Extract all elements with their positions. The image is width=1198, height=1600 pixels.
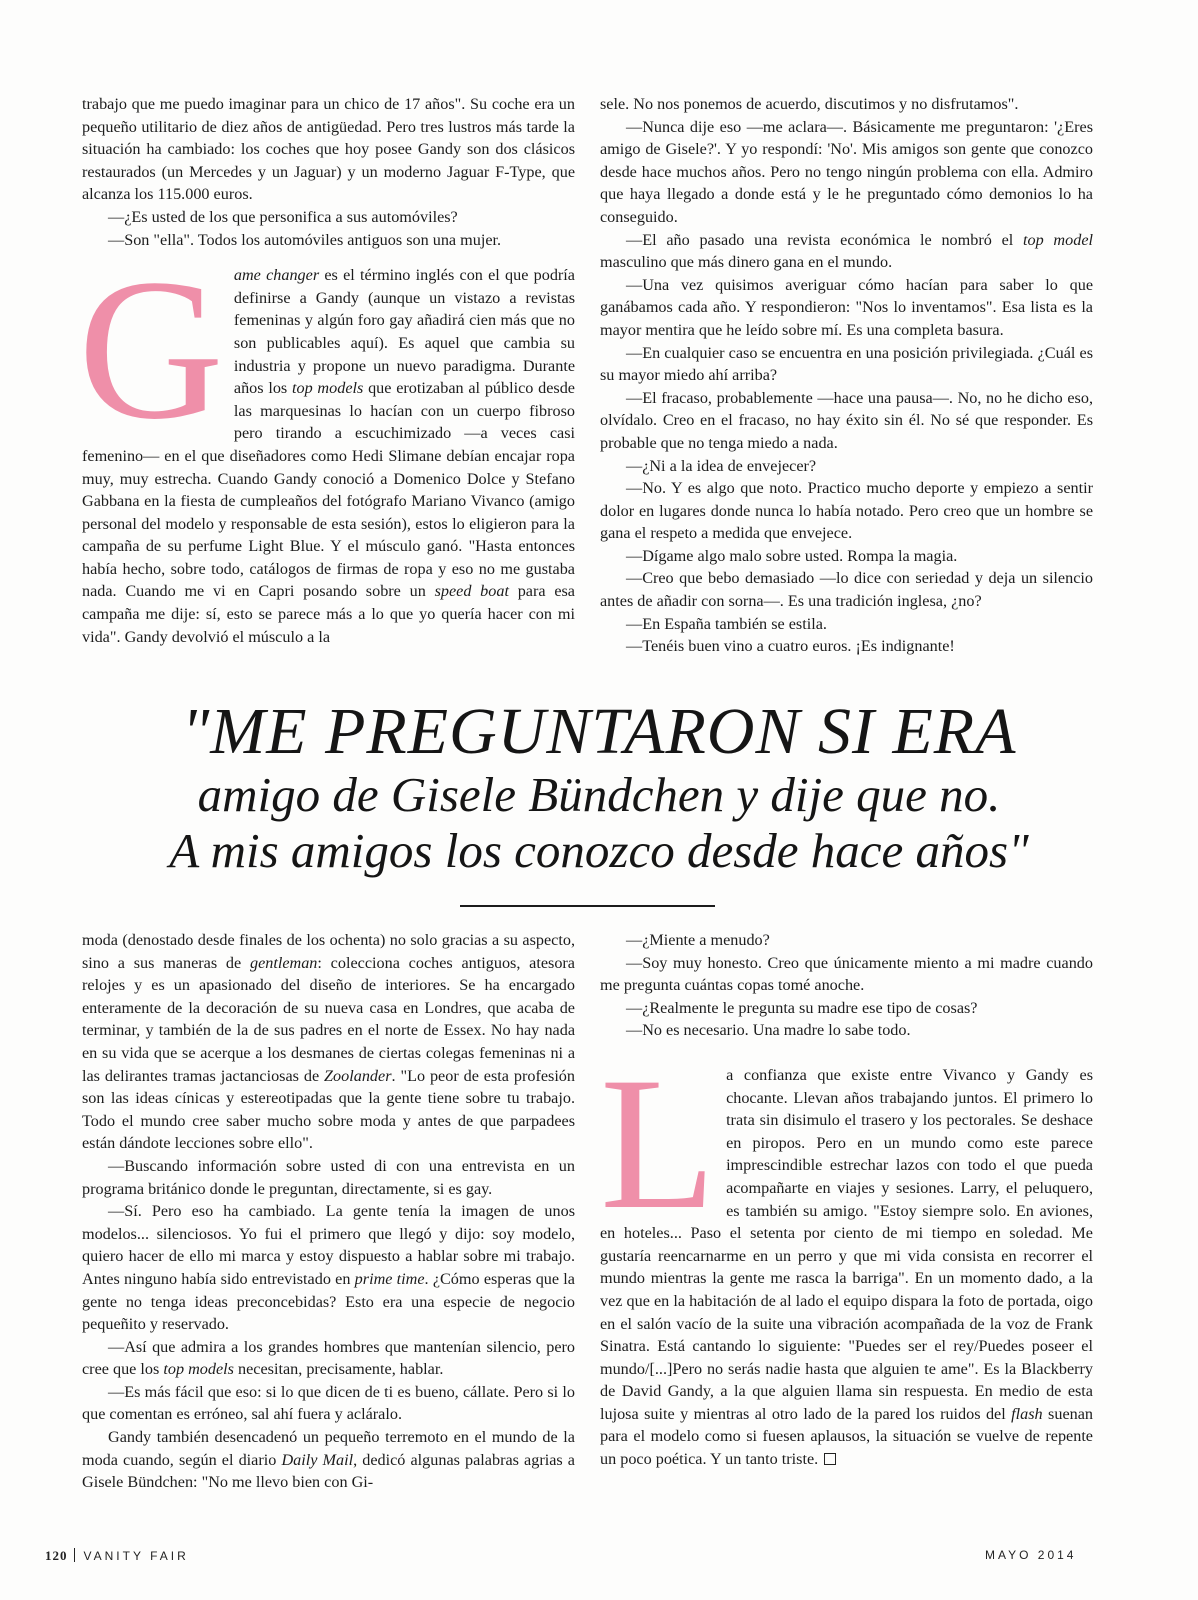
paragraph: —¿Es usted de los que personifica a sus automóviles?: [108, 207, 458, 226]
paragraph: —No es necesario. Una madre lo sabe todo.: [626, 1021, 911, 1040]
text-run: para esa campaña me dije: sí, esto se parece más a lo que yo quería hacer con mi vida". Gandy devolvió el músculo a la: [82, 582, 575, 646]
text-run: masculino que más dinero gana en el mundo.: [600, 253, 893, 272]
pull-quote-line-1: "ME PREGUNTARON SI ERA: [181, 695, 1017, 768]
text-run: —Sí. Pero eso ha cambiado. La gente tenía la imagen de unos modelos... silenciosos. Yo fui el primero que llegó y dijo: soy modelo, quiero hacer de ello mi marca y estoy dispuesto a hablar sobre mi trabajo. Antes ninguno había sido entrevistado en: [82, 1202, 575, 1288]
text-run: suenan para el modelo como si fuesen aplausos, la situación se vuelve de repente un poco poética. Y un tanto triste.: [600, 1404, 1094, 1469]
emphasis: gentleman: [249, 953, 318, 972]
text-run: . ¿Cómo esperas que la gente no tenga ideas preconcebidas? Esto era una especie de negocio pequeñito y reservado.: [82, 1269, 575, 1334]
dropcap-letter: L: [600, 1038, 717, 1249]
column-top-right: [600, 93, 1093, 658]
magazine-name: VANITY FAIR: [83, 1549, 189, 1563]
paragraph: [82, 929, 575, 1155]
paragraph: —Nunca dije eso —me aclara—. Básicamente me preguntaron: '¿Eres amigo de Gisele?'. Y yo respondí: 'No'. Mis amigos son gente que conozco desde hace muchos años. Pero no tengo ningún problema con ella. Admiro que haya llegado a donde está y le he preguntado cómo demonios lo ha conseguido.: [600, 117, 1093, 226]
pull-quote-line-2: amigo de Gisele Bündchen y dije que no.: [197, 767, 1001, 822]
text-run: . "Lo peor de esta profesión son las ideas cínicas y estereotipadas que la gente tiene sobre tu trabajo. Todo el mundo cree saber mucho sobre moda y antes de que parpadees están dándote lecciones sobre ello".: [82, 1066, 575, 1153]
end-of-article-mark: [824, 1453, 836, 1465]
emphasis: flash: [1011, 1404, 1043, 1423]
paragraph: —Una vez quisimos averiguar cómo hacían para saber lo que ganábamos cada año. Y respondieron: "Nos lo inventamos". Esa lista es la mayor mentira que he leído sobre mí. Es una completa basura.: [600, 275, 1093, 339]
paragraph: trabajo que me puedo imaginar para un chico de 17 años". Su coche era un pequeño utilitario de diez años de antigüedad. Pero tres lustros más tarde la situación ha cambiado: los coches que hoy posee Gandy son dos clásicos restaurados (un Mercedes y un Jaguar) y un moderno Jaguar F-Type, que alcanza los 115.000 euros.: [82, 95, 575, 204]
text-run: necesitan, precisamente, hablar.: [233, 1360, 444, 1379]
paragraph: —¿Miente a menudo?: [626, 931, 770, 949]
text-run: moda (denostado desde finales de los ochenta) no solo gracias a su aspecto, sino a sus maneras de: [82, 931, 575, 972]
emphasis: speed boat: [434, 582, 509, 601]
paragraph: —Soy muy honesto. Creo que únicamente miento a mi madre cuando me pregunta cuántas copas tomé anoche.: [600, 953, 1093, 995]
footer-separator: [74, 1548, 75, 1562]
column-bottom-left: [82, 929, 575, 1494]
paragraph: —Creo que bebo demasiado —lo dice con seriedad y deja un silencio antes de añadir con sorna—. Es una tradición inglesa, ¿no?: [600, 569, 1093, 611]
emphasis: top models: [291, 379, 364, 398]
paragraph: [82, 1200, 575, 1336]
column-bottom-right: [600, 929, 1093, 1471]
emphasis: Daily Mail: [281, 1450, 354, 1469]
text-run: es el término inglés con el que podría definirse a Gandy (aunque un vistazo a revistas femeninas y algún foro gay añadirá cien más que no son publicables aquí). Es aquel que cambia su industria y propone un nuevo paradigma. Durante años los: [233, 266, 575, 398]
paragraph: —El fracaso, probablemente —hace una pausa—. No, no he dicho eso, olvídalo. Creo en el fracaso, no hay éxito sin él. No sé que responder. Es probable que no tenga miedo a nada.: [600, 388, 1093, 452]
paragraph: —Es más fácil que eso: si lo que dicen de ti es bueno, cállate. Pero si lo que comentan es erróneo, sal ahí fuera y acláralo.: [82, 1382, 575, 1424]
paragraph: —Dígame algo malo sobre usted. Rompa la magia.: [626, 546, 958, 565]
emphasis: ame changer: [233, 266, 320, 285]
dropcap-letter: G: [78, 237, 224, 462]
text-run: : colecciona coches antiguos, atesora relojes y es un apasionado del diseño de interiores. Se ha encargado enteramente de la decoración de su nueva casa en Londres, que acaba de terminar, y también de la de sus padres en el norte de Essex. No hay nada en su vida que se acerque a los desmanes de ciertas colegas femeninas ni a las delirantes tramas jactanciosas de: [82, 953, 575, 1085]
text-run: Gandy también desencadenó un pequeño terremoto en el mundo de la moda cuando, según el diario: [82, 1428, 575, 1469]
column-top-left: [78, 93, 575, 648]
text-run: —Así que admira a los grandes hombres que mantenían silencio, pero cree que los: [82, 1337, 575, 1379]
emphasis: top model: [1023, 230, 1093, 249]
paragraph: —En España también se estila.: [626, 614, 827, 633]
text-run: a confianza que existe entre Vivanco y Gandy es chocante. Llevan años trabajando juntos. El primero lo trata sin disimulo el trasero y los pectorales. Se deshace en piropos. Pero en un mundo como este parece imprescindible estrechar lazos con todo el que pueda acompañarte en viajes y sesiones. Larry, el peluquero, es también su amigo. "Estoy siempre solo. En aviones, en hoteles... Paso el setenta por ciento de mi tiempo en soledad. Me gustaría reencarnarme en un perro y que mi vida consista en recorrer el mundo mientras la gente me rasca la barriga". En un momento dado, a la vez que en la habitación de al lado el equipo dispara la foto de portada, oigo en el salón vacío de la suite una vibración acompañada de la voz de Frank Sinatra. Está cantando lo siguiente: "Puedes ser el rey/Puedes poseer el mundo/[...]Pero no serás nadie hasta que alguien te ame". Es la Blackberry de David Gandy, a la que alguien llama sin respuesta. En medio de esta lujosa suite y mientras al otro lado de la pared los ruidos del: [600, 1065, 1093, 1423]
emphasis: top models: [163, 1360, 234, 1379]
paragraph: —¿Ni a la idea de envejecer?: [626, 456, 817, 475]
page-number: 120: [45, 1548, 68, 1563]
paragraph: —Son "ella". Todos los automóviles antiguos son una mujer.: [108, 230, 502, 249]
paragraph: [600, 229, 1093, 274]
paragraph: [82, 1426, 575, 1494]
footer-issue-date: MAYO 2014: [985, 1548, 1077, 1562]
text-run: , dedicó algunas palabras agrias a Gisele Bündchen: "No me llevo bien con Gi-: [82, 1450, 575, 1492]
pull-quote-divider: [460, 905, 715, 907]
paragraph: —Tenéis buen vino a cuatro euros. ¡Es indignante!: [626, 637, 955, 656]
paragraph: —En cualquier caso se encuentra en una posición privilegiada. ¿Cuál es su mayor miedo ahí arriba?: [600, 343, 1093, 385]
text-run: que erotizaban al público desde las marquesinas lo hacían con un cuerpo fibroso pero tirando a escuchimizado —a veces casi femenino— en el que diseñadores como Hedi Slimane debían encajar ropa muy, muy estrecha. Cuando Gandy conoció a Domenico Dolce y Stefano Gabbana en la fiesta de cumpleaños del fotógrafo Mariano Vivanco (amigo personal del modelo y responsable de esta sesión), estos lo eligieron para la campaña de su perfume Light Blue. Y el músculo ganó. "Hasta entonces había hecho, sobre todo, catálogos de firmas de ropa y eso no me gustaba nada. Cuando me vi en Capri posando sobre un: [82, 379, 575, 601]
paragraph-dropcap-l: [600, 1038, 1094, 1471]
emphasis: prime time: [354, 1269, 425, 1288]
emphasis: Zoolander: [324, 1066, 392, 1085]
paragraph: —No. Y es algo que noto. Practico mucho deporte y empiezo a sentir dolor en lugares donde nunca lo había notado. Pero creo que un hombre se gana el respeto a medida que envejece.: [600, 479, 1093, 543]
paragraph: sele. No nos ponemos de acuerdo, discutimos y no disfrutamos".: [600, 95, 1019, 113]
paragraph: —Buscando información sobre usted di con una entrevista en un programa británico donde le preguntan, directamente, si es gay.: [82, 1156, 575, 1198]
pull-quote-line-3: A mis amigos los conozco desde hace años": [169, 823, 1029, 878]
paragraph: —¿Realmente le pregunta su madre ese tipo de cosas?: [626, 998, 978, 1017]
paragraph: [82, 1336, 575, 1381]
text-run: —El año pasado una revista económica le nombró el: [626, 230, 1023, 249]
footer-left: [45, 1548, 189, 1564]
